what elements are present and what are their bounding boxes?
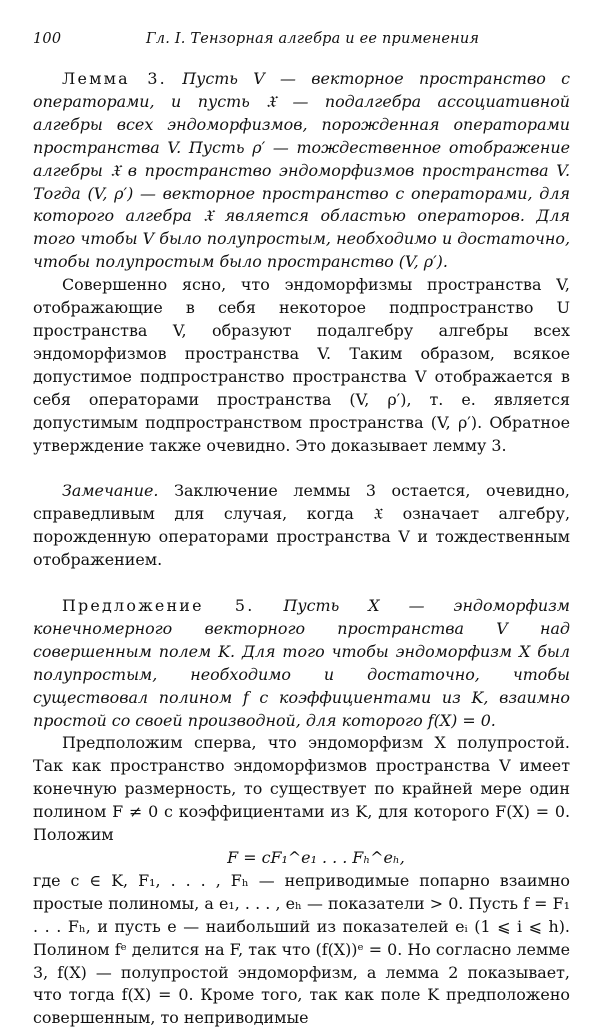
lemma-3-label: Лемма 3. <box>62 69 167 88</box>
running-header <box>33 31 573 55</box>
proposition-5-statement: Пусть X — эндоморфизм конечномерного векторного пространства V над совершенным полем K. Для того чтобы эндоморфизм X был полупростым, необходимо и достаточно, чтобы существовал полином f с коэффициентами из K, взаимно простой со своей производной, для которого f(X) = 0. <box>33 596 570 730</box>
page-body <box>33 68 570 1030</box>
remark <box>33 480 570 572</box>
paragraph-gap <box>33 572 570 595</box>
paragraph-gap <box>33 457 570 480</box>
remark-text: Заключение леммы 3 остается, очевидно, справедливым для случая, когда 𝔛 означает алгебру, порожденную операторами пространства V и тождественным отображением. <box>33 481 570 570</box>
lemma-3-proof: Совершенно ясно, что эндоморфизмы пространства V, отображающие в себя некоторое подпространство U пространства V, образуют подалгебру алгебры всех эндоморфизмов пространства V. Таким образом, всякое допустимое подпространство пространства V отображается в себя операторами пространства (V, ρ′), т. е. является допустимым подпространством пространства (V, ρ′). Обратное утверждение также очевидно. Это доказывает лемму 3. <box>33 275 570 455</box>
lemma-3 <box>33 68 570 274</box>
proposition-5 <box>33 595 570 732</box>
running-title: Гл. I. Тензорная алгебра и ее применения <box>146 31 480 47</box>
lemma-3-statement: Пусть V — векторное пространство с операторами, и пусть 𝔛 — подалгебра ассоциативной алгебры всех эндоморфизмов, порожденная операторами пространства V. Пусть ρ′ — тождественное отображение алгебры 𝔛 в пространство эндоморфизмов пространства V. Тогда (V, ρ′) — векторное пространство с операторами, для которого алгебра 𝔛 является областью операторов. Для того чтобы V было полупростым, необходимо и достаточно, чтобы полупростым было пространство (V, ρ′). <box>33 69 570 272</box>
page-number: 100 <box>33 31 62 47</box>
display-formula: F = cF₁^e₁ . . . Fₕ^eₕ, <box>227 848 405 867</box>
proposition-5-proof-continued: где c ∈ K, F₁, . . . , Fₕ — неприводимые попарно взаимно простые полиномы, а e₁, . . . , eₕ — показатели > 0. Пусть f = F₁ . . . Fₕ, и пусть e — наибольший из показателей eᵢ (1 ⩽ i ⩽ h). Полином fᵉ делится на F, так что (f(X))ᵉ = 0. Но согласно лемме 3, f(X) — полупростой эндоморфизм, а лемма 2 показывает, что тогда f(X) = 0. Кроме того, так как поле K предположено совершенным, то неприводимые <box>33 870 570 1028</box>
proposition-5-label: Предложение 5. <box>62 596 255 616</box>
proposition-5-proof: Предположим сперва, что эндоморфизм X полупростой. Так как пространство эндоморфизмов пространства V имеет конечную размерность, то существует по крайней мере один полином F ≠ 0 с коэффициентами из K, для которого F(X) = 0. Положим <box>33 733 570 845</box>
remark-label: Замечание. <box>62 481 159 501</box>
